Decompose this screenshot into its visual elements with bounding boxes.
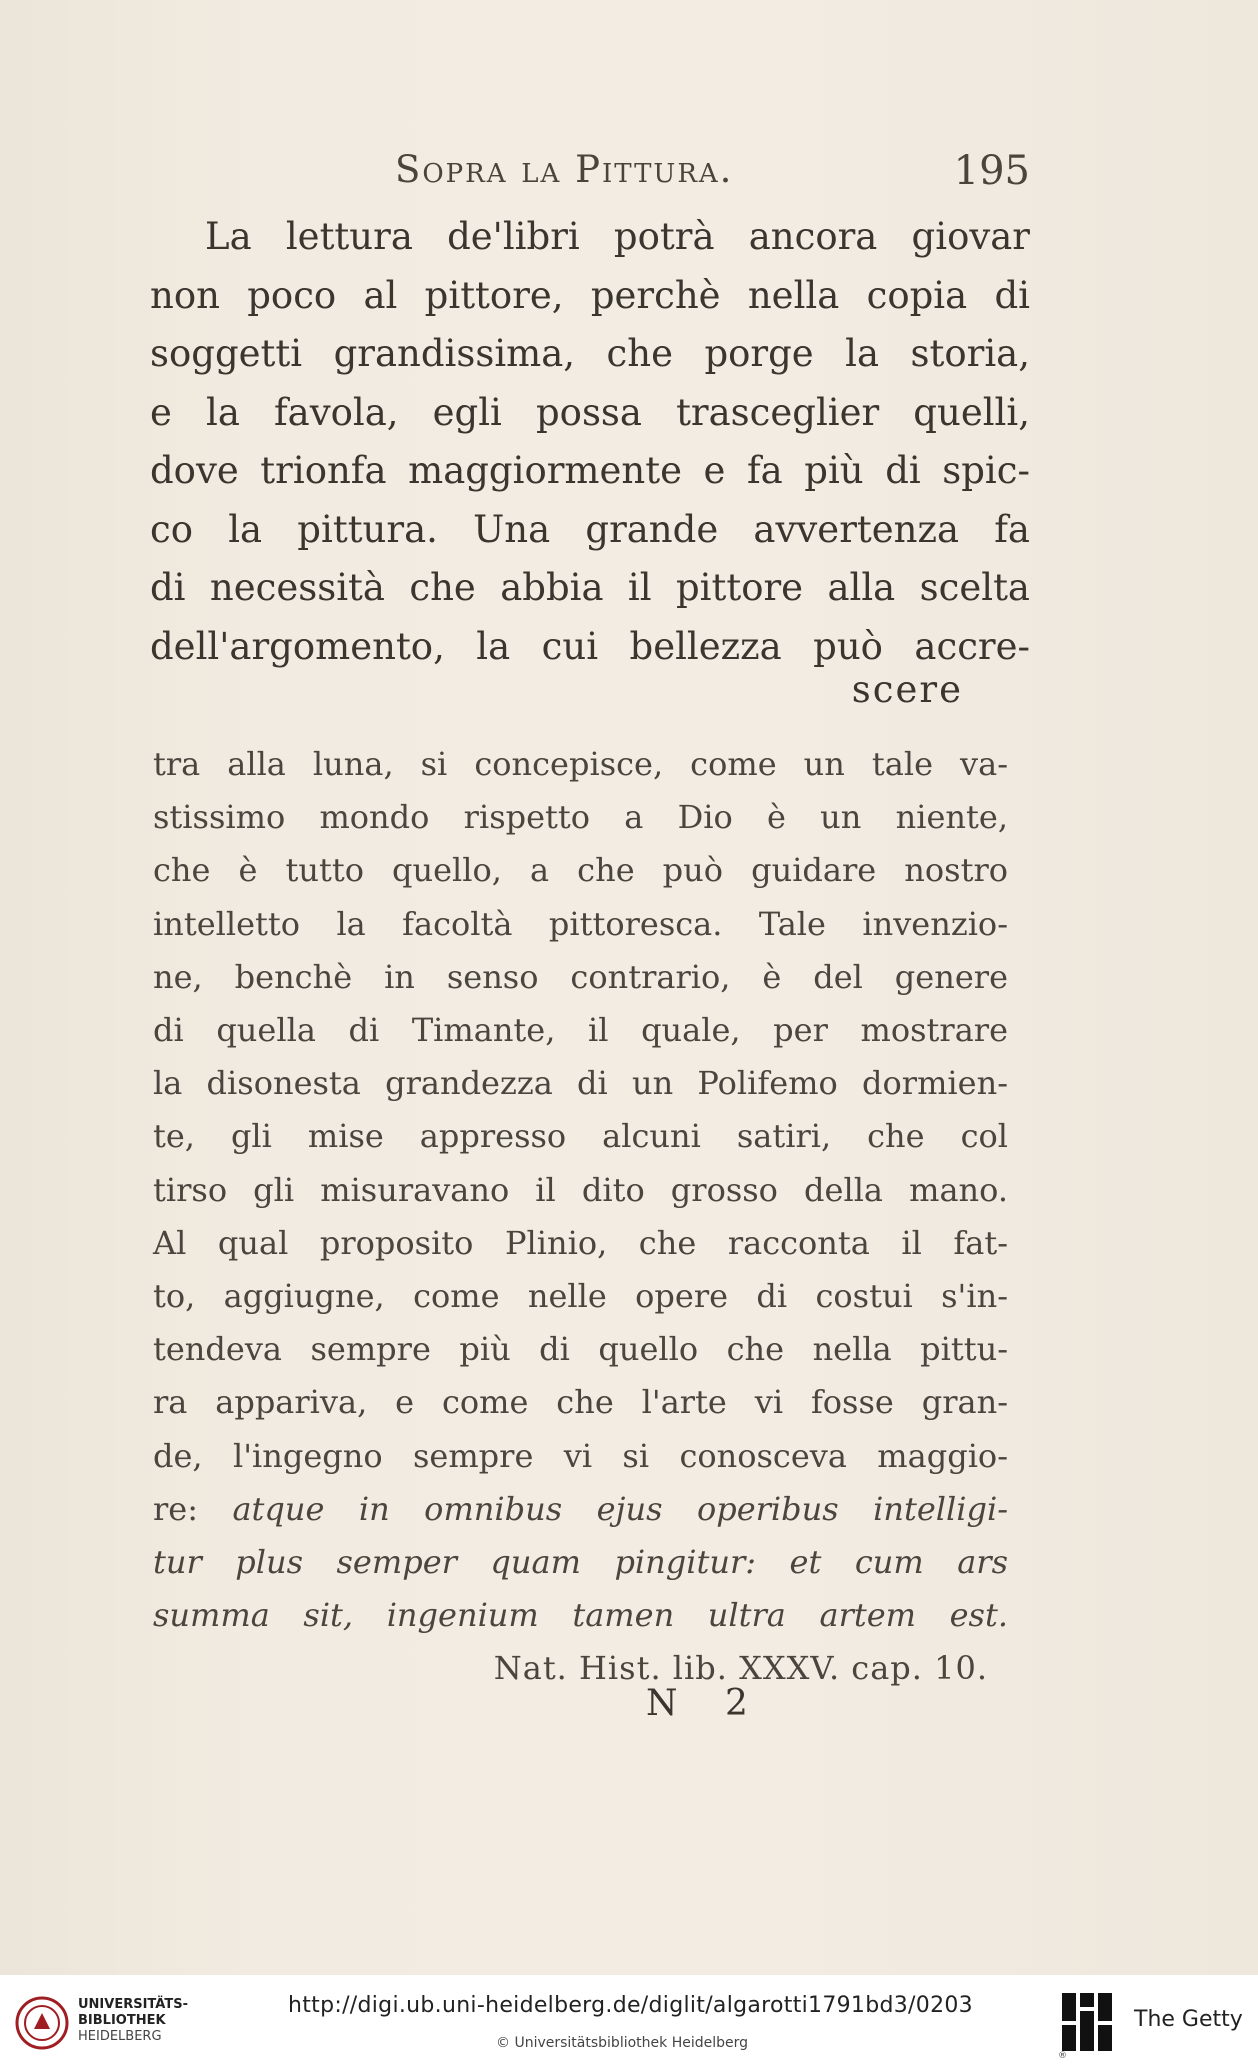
library-line: UNIVERSITÄTS- xyxy=(78,1997,188,2012)
note-line: tra alla luna, si concepisce, come un tale va- xyxy=(153,745,1008,783)
note-line: che è tutto quello, a che può guidare nostro xyxy=(153,851,1008,890)
citation: Nat. Hist. lib. XXXV. cap. 10. xyxy=(493,1649,988,1688)
main-line: non poco al pittore, perchè nella copia di xyxy=(150,273,1030,317)
signature-mark: N 2 xyxy=(646,1683,766,1724)
digitization-footer xyxy=(0,1975,1258,2068)
note-roman-fragment: re: xyxy=(153,1489,199,1528)
registered-mark: ® xyxy=(1058,2051,1067,2061)
note-line: Al qual proposito Plinio, che racconta il fat- xyxy=(153,1223,1008,1262)
main-line: dove trionfa maggiormente e fa più di spic- xyxy=(150,449,1030,492)
note-line: de, l'ingegno sempre vi si conosceva maggio- xyxy=(153,1436,1008,1475)
copyright-notice: © Universitätsbibliothek Heidelberg xyxy=(496,2035,749,2051)
note-line: tirso gli misuravano il dito grosso della mano. xyxy=(153,1170,1008,1209)
note-line: ra appariva, e come che l'arte vi fosse gran- xyxy=(153,1383,1008,1422)
running-header xyxy=(150,148,1030,198)
note-line: intelletto la facoltà pittoresca. Tale invenzio- xyxy=(153,904,1008,943)
main-line: di necessità che abbia il pittore alla scelta xyxy=(150,566,1030,609)
main-line: La lettura de'libri potrà ancora giovar xyxy=(205,215,1030,258)
latin-fragment: atque in omnibus ejus operibus intelligi- xyxy=(232,1489,1009,1528)
latin-line: summa sit, ingenium tamen ultra artem est. xyxy=(153,1596,1008,1635)
main-line: co la pittura. Una grande avvertenza fa xyxy=(150,507,1030,551)
note-line: di quella di Timante, il quale, per mostrare xyxy=(153,1011,1008,1050)
catchword: scere xyxy=(851,668,963,711)
note-line: la disonesta grandezza di un Polifemo dormien- xyxy=(153,1064,1008,1103)
note-line: ne, benchè in senso contrario, è del genere xyxy=(153,957,1008,996)
note-line: to, aggiugne, come nelle opere di costui s'in- xyxy=(153,1277,1008,1316)
main-line: dell'argomento, la cui bellezza può accre- xyxy=(150,624,1030,668)
permalink-url[interactable]: http://digi.ub.uni-heidelberg.de/diglit/algarotti1791bd3/0203 xyxy=(288,1993,973,2018)
getty-logo-icon xyxy=(1060,1991,1116,2053)
library-line: BIBLIOTHEK xyxy=(78,2013,166,2028)
note-line: stissimo mondo rispetto a Dio è un niente, xyxy=(153,798,1008,837)
university-seal-icon xyxy=(14,1995,70,2051)
note-mixed-line xyxy=(153,1483,1008,1536)
note-line: te, gli mise appresso alcuni satiri, che col xyxy=(153,1117,1008,1156)
main-line: soggetti grandissima, che porge la storia, xyxy=(150,332,1030,375)
note-line: tendeva sempre più di quello che nella pittu- xyxy=(153,1330,1008,1369)
main-line: e la favola, egli possa trasceglier quelli, xyxy=(150,390,1030,434)
getty-name: The Getty xyxy=(1134,2007,1243,2032)
library-name xyxy=(78,1997,188,2045)
main-text-block xyxy=(150,208,1030,676)
footnote-block xyxy=(153,738,1008,1696)
latin-line: tur plus semper quam pingitur: et cum ars xyxy=(153,1543,1008,1582)
library-city: HEIDELBERG xyxy=(78,2029,162,2044)
page-number: 195 xyxy=(953,148,1030,194)
running-title: Sopra la Pittura. xyxy=(395,148,734,191)
